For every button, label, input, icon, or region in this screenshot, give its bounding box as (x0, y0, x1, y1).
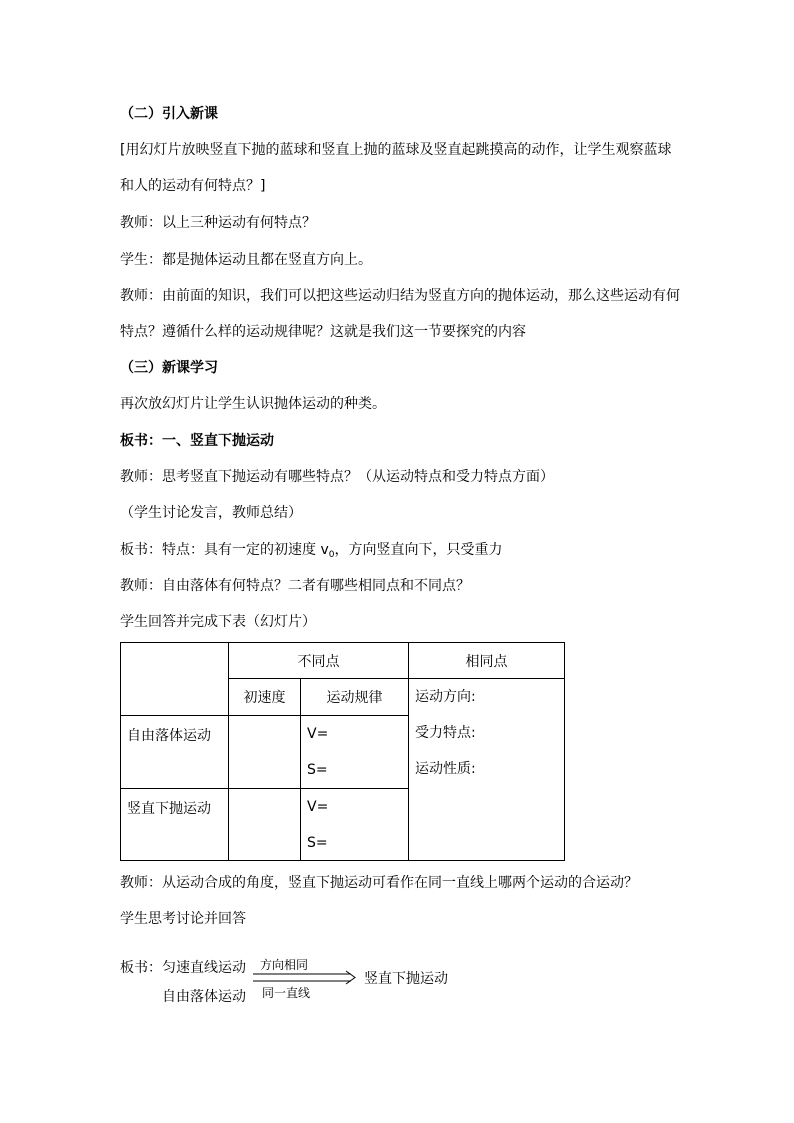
free-fall-displacement-formula: S= (307, 762, 328, 778)
formula-prefix: 板书： (120, 960, 162, 976)
board-features-text-b: ，方向竖直向下，只受重力 (334, 542, 503, 558)
table-row-free-fall-label: 自由落体运动 (121, 716, 229, 789)
free-fall-velocity-formula: V= (307, 726, 329, 742)
formula-uniform-motion: 匀速直线运动 (162, 960, 246, 976)
paragraph-teacher-explain-1: 教师：由前面的知识，我们可以把这些运动归结为竖直方向的抛体运动，那么这些运动有何 (120, 288, 680, 304)
paragraph-board-features (120, 541, 502, 561)
similarity-nature: 运动性质: (415, 761, 476, 777)
paragraph-discussion: （学生讨论发言，教师总结） (120, 505, 302, 521)
similarity-direction: 运动方向: (415, 689, 476, 705)
board-formula (120, 956, 480, 1006)
table-row-free-fall-v0 (229, 716, 301, 789)
paragraph-slideshow-1: [用幻灯片放映竖直下抛的蓝球和竖直上抛的蓝球及竖直起跳摸高的动作，让学生观察蓝球 (120, 142, 672, 158)
formula-free-fall: 自由落体运动 (162, 989, 246, 1005)
throw-down-velocity-formula: V= (307, 799, 329, 815)
table-similarities-cell (409, 679, 565, 861)
throw-down-displacement-formula: S= (307, 835, 328, 851)
comparison-table (120, 642, 565, 861)
section-title-new-lesson: （三）新课学习 (120, 360, 218, 376)
table-header-differences: 不同点 (229, 643, 409, 679)
formula-arrow-label-top: 方向相同 (260, 958, 309, 972)
similarity-force: 受力特点: (415, 725, 476, 741)
formula-arrow-label-bottom: 同一直线 (262, 986, 311, 1000)
table-header-initial-velocity: 初速度 (229, 679, 301, 716)
table-row-throw-down-law (301, 789, 409, 861)
paragraph-complete-table: 学生回答并完成下表（幻灯片） (120, 614, 316, 630)
paragraph-teacher-compare: 教师：自由落体有何特点？二者有哪些相同点和不同点？ (120, 578, 470, 594)
paragraph-student-answer: 学生：都是抛体运动且都在竖直方向上。 (120, 252, 372, 268)
table-header-similarities: 相同点 (409, 643, 565, 679)
double-arrow-icon (251, 970, 361, 986)
board-heading: 板书：一、竖直下抛运动 (120, 433, 274, 449)
paragraph-student-discuss: 学生思考讨论并回答 (120, 911, 246, 927)
paragraph-teacher-explain-2: 特点？遵循什么样的运动规律呢？这就是我们这一节要探究的内容 (120, 324, 526, 340)
subscript-zero: 0 (328, 550, 335, 560)
section-title-intro: （二）引入新课 (120, 106, 218, 122)
table-row-throw-down-v0 (229, 789, 301, 861)
table-corner-cell (121, 643, 229, 716)
table-header-motion-law: 运动规律 (301, 679, 409, 716)
paragraph-slideshow-2: 和人的运动有何特点？] (120, 178, 266, 194)
board-features-text-a: 板书：特点：具有一定的初速度 v (120, 542, 329, 558)
paragraph-teacher-think: 教师：思考竖直下抛运动有哪些特点？（从运动特点和受力特点方面） (120, 469, 554, 485)
paragraph-slideshow-again: 再次放幻灯片让学生认识抛体运动的种类。 (120, 396, 386, 412)
paragraph-teacher-synthesis: 教师：从运动合成的角度，竖直下抛运动可看作在同一直线上哪两个运动的合运动？ (120, 875, 638, 891)
table-row-free-fall-law (301, 716, 409, 789)
formula-result: 竖直下抛运动 (364, 971, 448, 987)
table-row-throw-down-label: 竖直下抛运动 (121, 789, 229, 861)
paragraph-teacher-question: 教师：以上三种运动有何特点？ (120, 215, 316, 231)
